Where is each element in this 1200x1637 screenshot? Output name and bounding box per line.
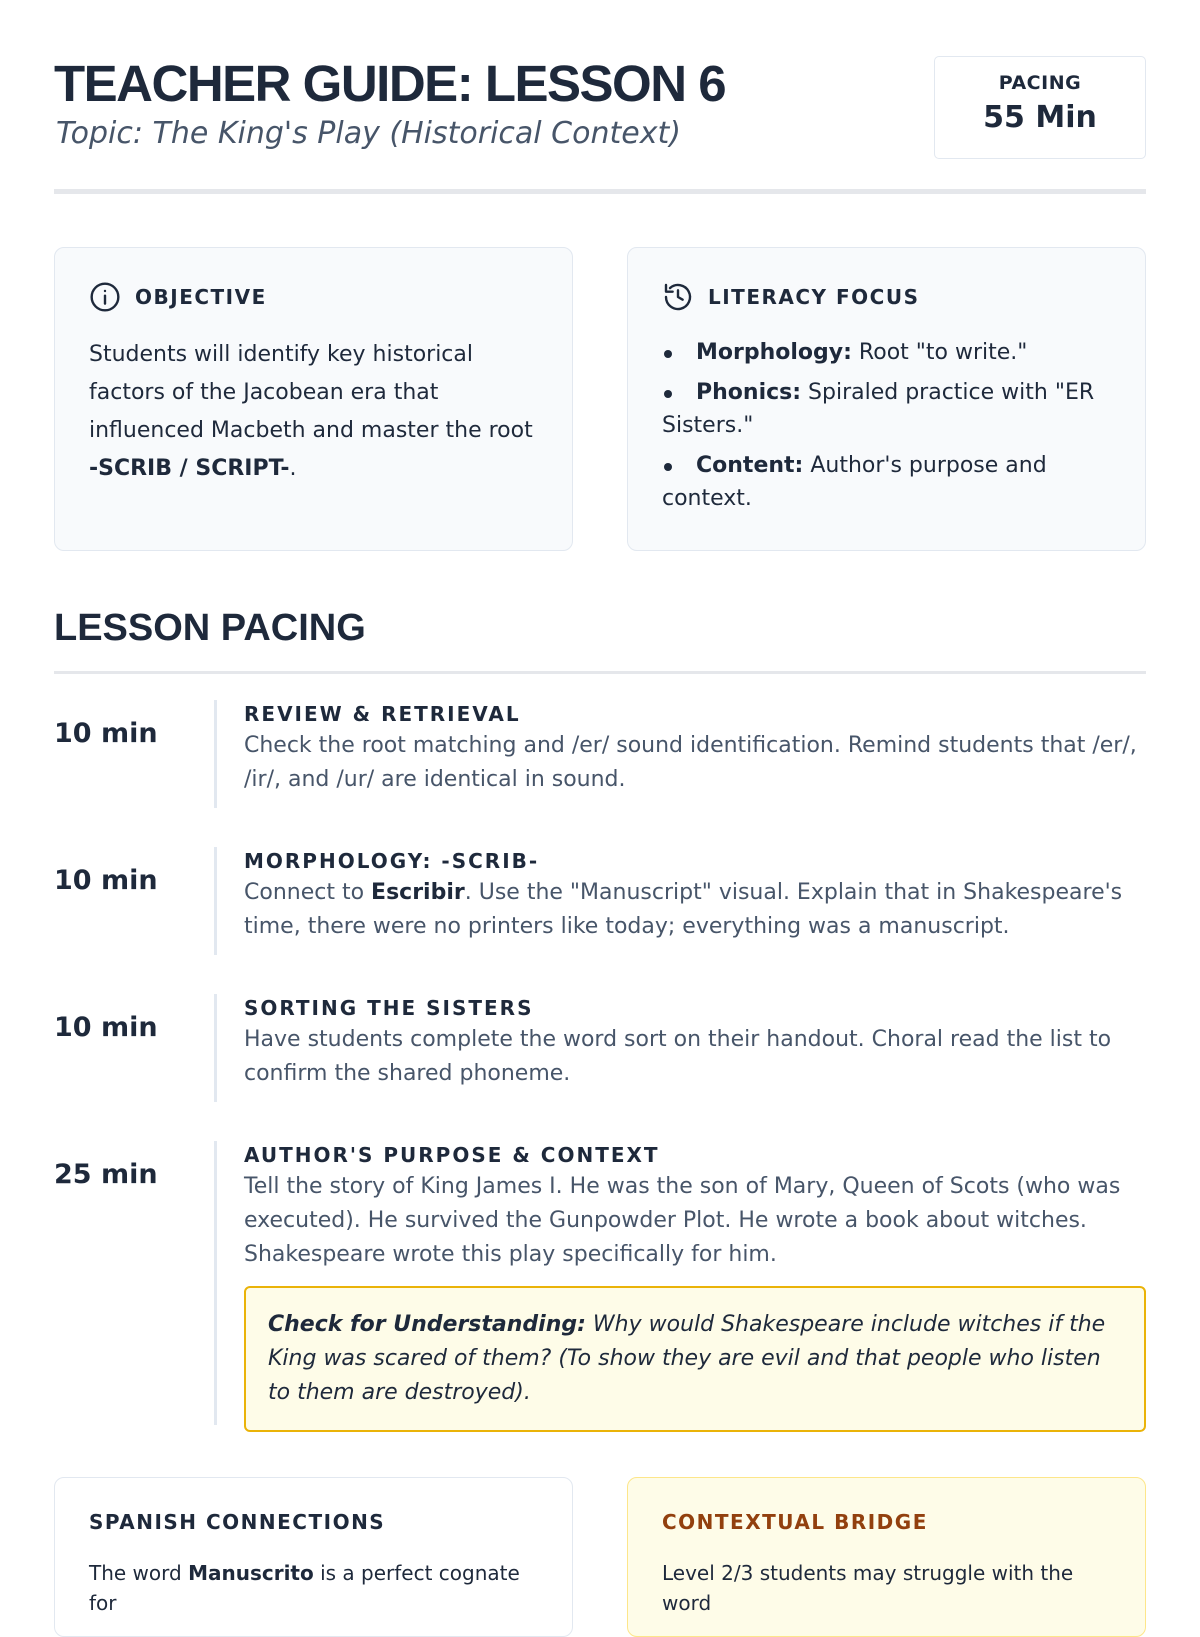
info-circle-icon xyxy=(89,281,121,313)
pacing-step xyxy=(54,1141,1146,1426)
list-item-text: Author's purpose and context. xyxy=(662,453,1047,511)
pacing-value: 55 Min xyxy=(983,100,1097,135)
literacy-focus-list xyxy=(662,336,1111,515)
step-body xyxy=(244,700,1146,797)
objective-card-header xyxy=(89,282,538,312)
pacing-step xyxy=(54,700,1146,816)
step-duration: 10 min xyxy=(54,1012,158,1043)
spanish-text-part: The word xyxy=(89,1561,189,1585)
section-divider xyxy=(54,671,1146,674)
lesson-pacing-title: LESSON PACING xyxy=(54,607,366,649)
objective-text-part: Students will identify key historical factors of the Jacobean era that influenced Macbeth and master the root xyxy=(89,342,533,443)
step-heading: AUTHOR'S PURPOSE & CONTEXT xyxy=(244,1143,660,1167)
page-title: TEACHER GUIDE: LESSON 6 xyxy=(54,55,726,112)
pacing-step xyxy=(54,847,1146,963)
spanish-connections-card xyxy=(54,1477,573,1637)
spanish-connections-title: SPANISH CONNECTIONS xyxy=(89,1510,386,1534)
objective-root-word: -SCRIB / SCRIPT- xyxy=(89,456,290,481)
list-item-text: Root "to write." xyxy=(851,340,1028,365)
step-description xyxy=(244,876,1146,944)
step-heading: REVIEW & RETRIEVAL xyxy=(244,702,521,726)
list-item xyxy=(662,449,1111,515)
step-text-part: Connect to xyxy=(244,880,372,905)
check-for-understanding-callout xyxy=(244,1286,1146,1432)
list-item xyxy=(662,336,1111,369)
step-description: Tell the story of King James I. He was the son of Mary, Queen of Scots (who was executed). He survived the Gunpowder Plot. He wrote a book about witches. Shakespeare wrote this play specifically for him. xyxy=(244,1174,1121,1267)
step-heading: SORTING THE SISTERS xyxy=(244,996,534,1020)
bottom-cards xyxy=(54,1477,1146,1637)
list-item xyxy=(662,376,1111,442)
step-description: Have students complete the word sort on their handout. Choral read the list to confirm the shared phoneme. xyxy=(244,1027,1112,1086)
list-item-label: Phonics: xyxy=(696,380,802,405)
spanish-text-part: is a perfect cognate for xyxy=(89,1561,520,1615)
pacing-label: PACING xyxy=(998,72,1082,94)
step-timeline-line xyxy=(214,700,217,808)
callout-label: Check for Understanding: xyxy=(268,1312,586,1337)
step-timeline-line xyxy=(214,1141,217,1425)
pacing-step xyxy=(54,994,1146,1110)
step-duration: 25 min xyxy=(54,1159,158,1190)
spanish-cognate-word: Manuscrito xyxy=(188,1561,314,1585)
spanish-connections-text xyxy=(89,1558,538,1618)
literacy-focus-title: LITERACY FOCUS xyxy=(708,285,920,309)
step-duration: 10 min xyxy=(54,865,158,896)
step-description: Check the root matching and /er/ sound identification. Remind students that /er/, /ir/, and /ur/ are identical in sound. xyxy=(244,733,1137,792)
list-item-text: Spiraled practice with "ER Sisters." xyxy=(662,380,1095,438)
step-cognate-word: Escribir xyxy=(371,880,465,905)
list-item-label: Content: xyxy=(696,453,804,478)
page-subtitle: Topic: The King's Play (Historical Context) xyxy=(56,116,681,151)
step-timeline-line xyxy=(214,994,217,1102)
objective-title: OBJECTIVE xyxy=(135,285,267,309)
step-duration: 10 min xyxy=(54,718,158,749)
step-body xyxy=(244,994,1146,1091)
callout-text: Why would Shakespeare include witches if the King was scared of them? (To show they are evil and that people who listen to them are destroyed). xyxy=(268,1312,1106,1405)
step-heading: MORPHOLOGY: -SCRIB- xyxy=(244,849,540,873)
history-icon xyxy=(662,281,694,313)
objective-card xyxy=(54,247,573,551)
contextual-bridge-card xyxy=(627,1477,1146,1637)
contextual-bridge-text: Level 2/3 students may struggle with the word xyxy=(662,1561,1074,1615)
literacy-focus-header xyxy=(662,282,1111,312)
overview-cards xyxy=(54,247,1146,551)
literacy-focus-card xyxy=(627,247,1146,551)
list-item-label: Morphology: xyxy=(696,340,852,365)
objective-text-end: . xyxy=(289,456,297,481)
step-text-part: . Use the "Manuscript" visual. Explain that in Shakespeare's time, there were no printers like today; everything was a manuscript. xyxy=(244,880,1123,939)
contextual-bridge-title: CONTEXTUAL BRIDGE xyxy=(662,1510,928,1534)
step-body xyxy=(244,1141,1146,1432)
pacing-summary-box xyxy=(934,56,1146,159)
objective-text xyxy=(89,336,538,488)
step-timeline-line xyxy=(214,847,217,955)
page-header xyxy=(54,0,1146,194)
step-body xyxy=(244,847,1146,944)
